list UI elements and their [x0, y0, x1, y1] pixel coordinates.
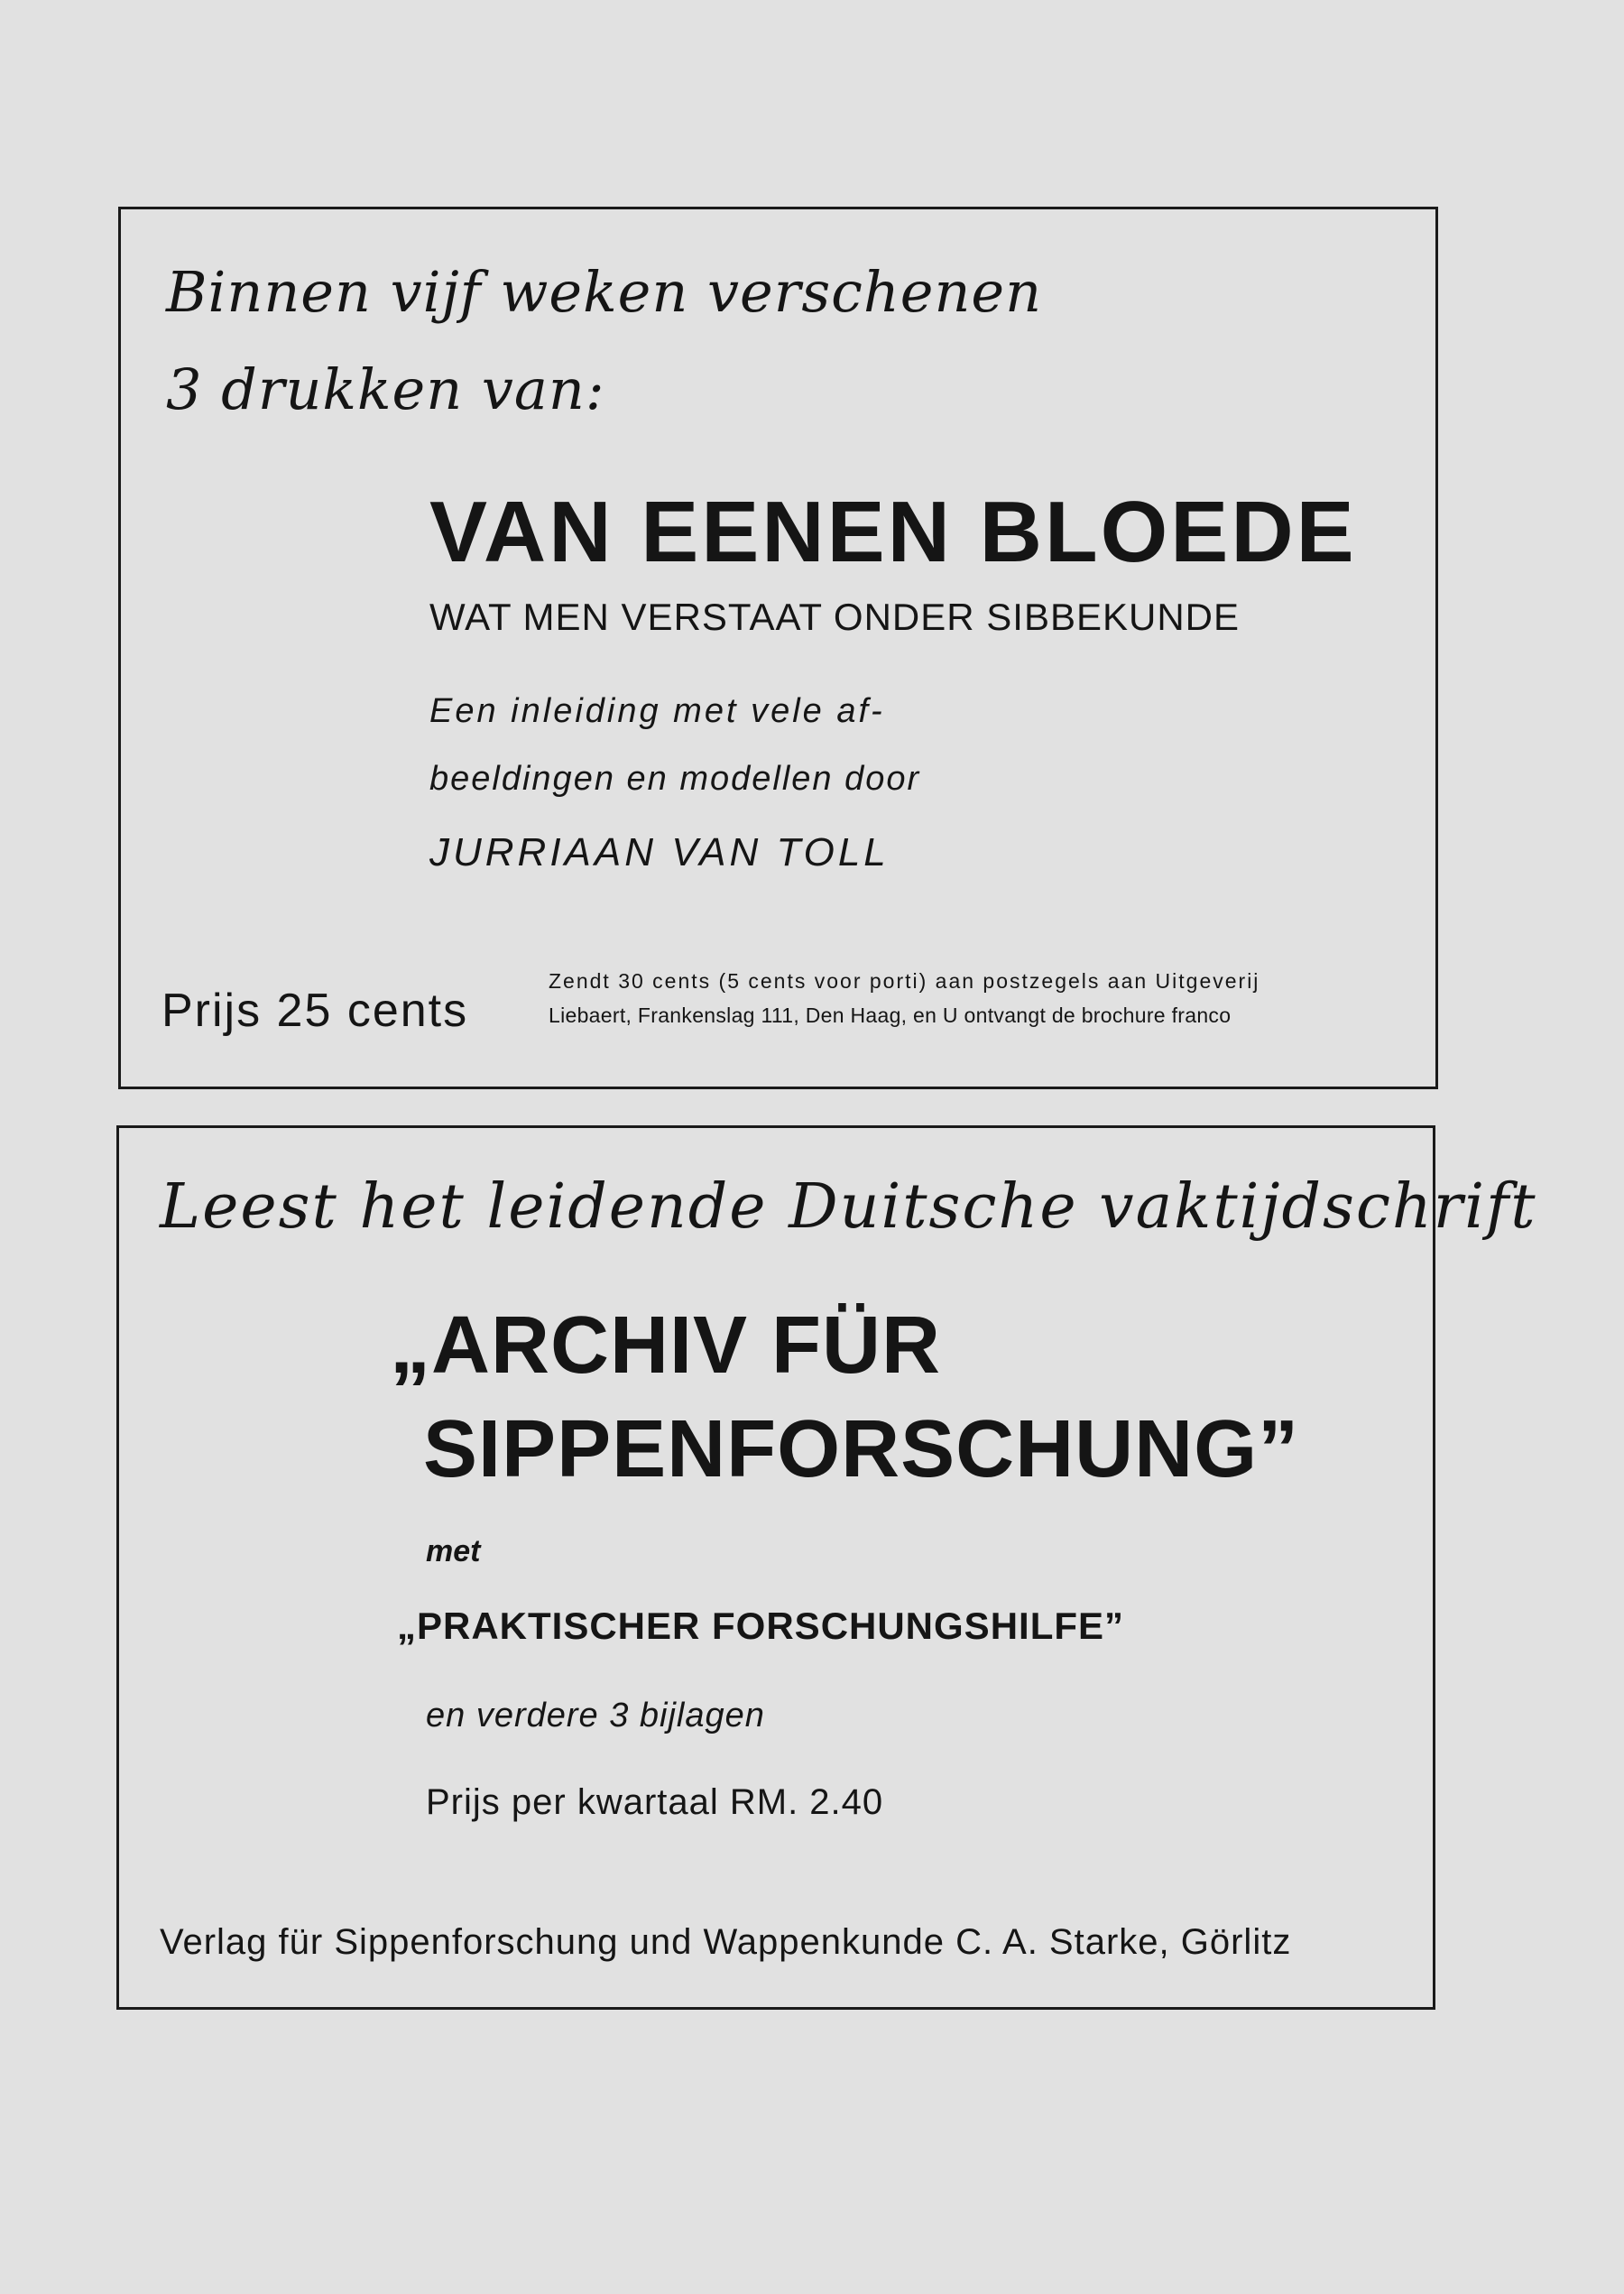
- ad2-title-line1: „ARCHIV FÜR: [390, 1300, 941, 1391]
- ad2-extra-supplements: en verdere 3 bijlagen: [426, 1697, 765, 1734]
- ad1-headline-line2: 3 drukken van:: [166, 356, 605, 422]
- ad1-author: JURRIAAN VAN TOLL: [429, 830, 890, 874]
- ad1-headline-line1: Binnen vijf weken verschenen: [166, 259, 1043, 325]
- ad1-description-line1: Een inleiding met vele af-: [429, 692, 885, 730]
- ad1-order-line2: Liebaert, Frankenslag 111, Den Haag, en U ontvangt de brochure franco: [549, 1004, 1232, 1027]
- ad2-headline: Leest het leidende Duitsche vaktijdschrift: [160, 1171, 1537, 1243]
- ad1-price: Prijs 25 cents: [161, 985, 469, 1037]
- ad2-price: Prijs per kwartaal RM. 2.40: [426, 1782, 884, 1822]
- ad1-book-title: VAN EENEN BLOEDE: [429, 484, 1357, 580]
- advertisement-archiv-fuer-sippenforschung: [116, 1125, 1537, 2010]
- ad2-supplement: „PRAKTISCHER FORSCHUNGSHILFE”: [397, 1605, 1125, 1647]
- ad1-book-subtitle: WAT MEN VERSTAAT ONDER SIBBEKUNDE: [429, 596, 1241, 638]
- ad1-order-line1: Zendt 30 cents (5 cents voor porti) aan postzegels aan Uitgeverij: [549, 969, 1260, 993]
- ad2-title-line2: SIPPENFORSCHUNG”: [423, 1404, 1300, 1494]
- ad2-publisher: Verlag für Sippenforschung und Wappenkunde C. A. Starke, Görlitz: [160, 1922, 1292, 1962]
- advertisement-van-eenen-bloede: [118, 207, 1438, 1089]
- ad2-connector: met: [426, 1534, 481, 1568]
- ad1-description-line2: beeldingen en modellen door: [429, 760, 921, 798]
